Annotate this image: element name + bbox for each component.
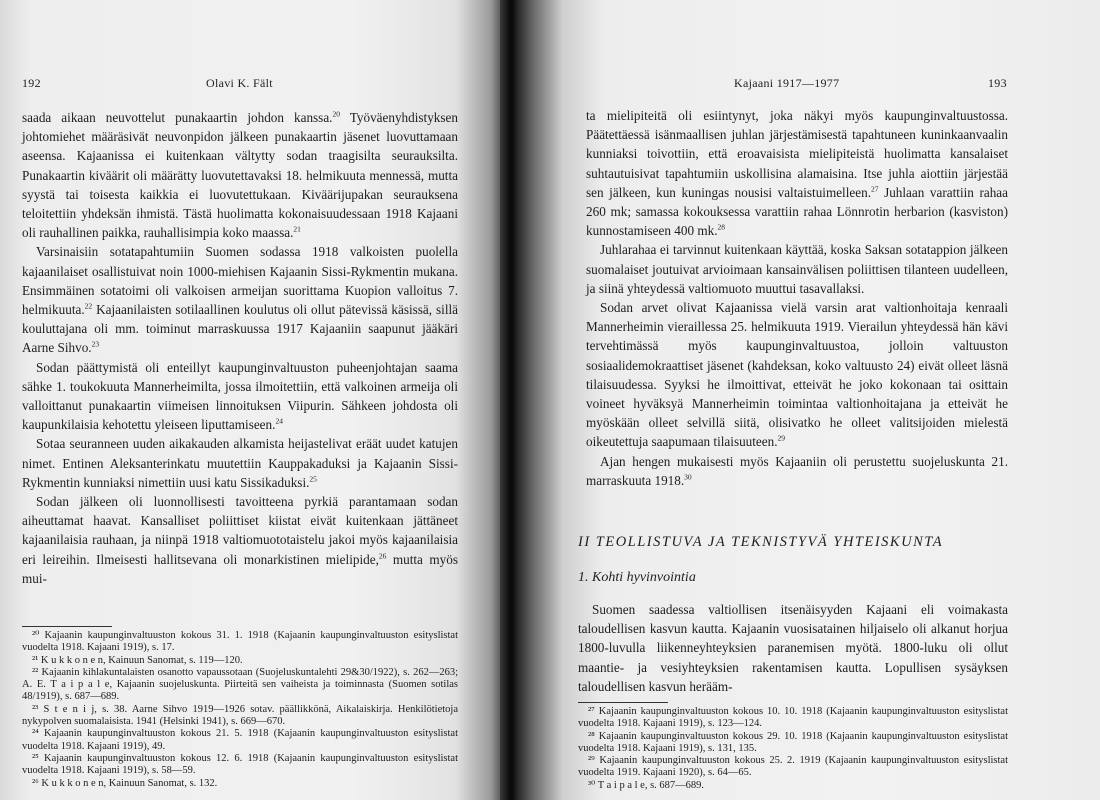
paragraph: saada aikaan neuvottelut punakaartin johdon kanssa.$^{20}$ Työväenyhdistyksen johtomiehet määräsivät neuvonpidon jälkeen punakaartin jäsenet luovuttamaan aseensa. Kajaanissa ei kuitenkaan vältytty sodan traagisilta seurauksilta. Punakaartin kiväärit oli määrätty luovutettavaksi 18. helmikuuta mennessä, mutta syystä tai toisesta kaikkia ei luovutettukaan. Kiväärijupakan seurauksena teloitettiin yhdeksän ihmistä. Tästä huolimatta kokonaisuudessaan 1918 Kajaani oli rauhallinen paikka, rauhallisimpia koko maassa.$^{21}$: [22, 109, 458, 241]
right-page: [516, 0, 1100, 800]
footnote: ²⁶ K u k k o n e n, Kainuun Sanomat, s. 132.: [32, 777, 218, 789]
footnote-ref: 23: [91, 340, 100, 350]
footnote: ²³ S t e n i j, s. 38. Aarne Sihvo 1919—1926 sotav. päällikkönä, Aikalaiskirja. Henkilötietoja nykypolven suomalaisista. 1941 (Helsinki 1941), s. 669—670.: [22, 703, 458, 728]
footnote: ²⁸ Kajaanin kaupunginvaltuuston kokous 29. 10. 1918 (Kajaanin kaupunginvaltuuston esityslistat vuodelta 1918. Kajaani 1919), s. 131, 135.: [578, 730, 1008, 754]
page-number-right: 193: [988, 76, 1007, 90]
footnote-ref: 27: [871, 184, 879, 194]
footnote: ²⁰ Kajaanin kaupunginvaltuuston kokous 31. 1. 1918 (Kajaanin kaupunginvaltuuston esityslistat vuodelta 1918. Kajaani 1919), s. 17.: [22, 630, 458, 654]
footnote: ²⁵ Kajaanin kaupunginvaltuuston kokous 12. 6. 1918 (Kajaanin kaupunginvaltuuston esityslistat vuodelta 1918. Kajaani 1919), s. 58—59.: [22, 752, 458, 777]
footnote-rule: [578, 702, 668, 703]
paragraph: Suomen saadessa valtiollisen itsenäisyyden Kajaani eli voimakasta taloudellisen kasvun kautta. Kajaanin vuosisatainen hiljaiselo oli alkanut horjua 1800-luvulla liikenneyhteyksien paranemisen myötä. 1800-luku oli ollut maantie- ja vesiyhteyksien rakentamisen kautta. Lopullisen sysäyksen taloudellisen kasvun herääm-: [578, 602, 1008, 694]
paragraph: Sodan arvet olivat Kajaanissa vielä varsin arat valtionhoitaja kenraali Mannerheimin vieraillessa 25. helmikuuta 1919. Vierailun yhteydessä hän kävi tervehtimässä myös kaupunginvaltuustoa, jolloin valtuuston sosiaalidemokraattiset jäsenet (kahdeksan, koko valtuusto 24) eivät olleet läsnä tilaisuudessa. Syyksi he ilmoittivat, etteivät he joko kokonaan tai osittain voineet hyväksyä Mannerheimin toimintaa valtionhoitajana ja etteivät he myöskään olleet selvillä siitä, olisivatko he olleet valitsijoiden mielestä oikeutettuja saapumaan tilaisuuteen.$^{29}$: [586, 300, 1008, 450]
paragraph: Sodan jälkeen oli luonnollisesti tavoitteena pyrkiä parantamaan sodan aiheuttamat haavat. Kansalliset poliittiset kiistat eivät kuitenkaan jättäneet kajaanilaisia rauhaan, ja niinpä 1918 valtiomuototaistelu jakoi myös kajaanilaisia eri leireihin. Ilmeisesti hallitsevana oli monarkistinen mielipide,$^{26}$ mutta myös mui-: [22, 494, 458, 586]
left-body-text: [22, 108, 458, 588]
paragraph: ta mielipiteitä oli esiintynyt, joka näkyi myös kaupunginvaltuustossa. Päätettäessä isänmaallisen juhlan järjestämisestä tapahtuneen kuninkaanvaalin kunniaksi toivottiin, että eroavaisista mielipiteistä huolimatta kansalaiset suhtautuisivat tapahtumiin uskollisina alamaisina. Itse juhla aiottiin järjestää sen jälkeen, kun kuningas nousisi valtaistuimelleen.$^{27}$ Juhlaan varattiin rahaa 260 mk; samassa kokouksessa varattiin rahaa Lönnrotin herbarion (kasviston) kunnostamiseen 400 mk.$^{28}$: [586, 108, 1008, 239]
paragraph: Juhlarahaa ei tarvinnut kuitenkaan käyttää, koska Saksan sotatappion jälkeen suomalaiset joutuivat arvioimaan kansainvälisen poliittisen tilanteen uudelleen, ja siinä yhteydessä valtiomuoto muuttui tasavallaksi.: [586, 242, 1008, 296]
right-body-text: [586, 106, 1008, 490]
footnote-rule: [22, 626, 112, 627]
footnote-ref: 22: [84, 301, 93, 311]
running-head-left: Olavi K. Fält: [206, 76, 273, 90]
footnote-ref: 29: [777, 434, 786, 444]
right-footnotes: [578, 706, 1008, 792]
section-heading: II TEOLLISTUVA JA TEKNISTYVÄ YHTEISKUNTA: [578, 534, 944, 550]
footnote-ref: 28: [717, 222, 725, 232]
footnote-ref: 21: [293, 224, 301, 234]
footnote: ³⁰ T a i p a l e, s. 687—689.: [588, 779, 705, 791]
footnote-ref: 25: [309, 474, 317, 484]
page-number-left: 192: [22, 76, 41, 90]
footnote-ref: 30: [684, 472, 692, 482]
footnote: ²² Kajaanin kihlakuntalaisten osanotto vapaussotaan (Suojeluskuntalehti 29&30/1922), s. 262—263; A. E. T a i p a l e, Kajaanin suojeluskunta. Piirteitä sen vaiheista ja toiminnasta (Suomen sotilas 48/1919), s. 687—689.: [22, 666, 458, 703]
footnote: ²⁴ Kajaanin kaupunginvaltuuston kokous 21. 5. 1918 (Kajaanin kaupunginvaltuuston esityslistat vuodelta 1918. Kajaani 1919), 49.: [22, 728, 458, 752]
footnote-ref: 20: [332, 109, 340, 119]
footnote-ref: 26: [378, 551, 387, 561]
paragraph: Sotaa seuranneen uuden aikakauden alkamista heijastelivat eräät uudet katujen nimet. Entinen Aleksanterinkatu muutettiin Kauppakaduksi ja Kajaanin Sissi-Rykmentin kunniaksi nimettiin uusi katu Sissikaduksi.$^{25}$: [22, 436, 458, 490]
right-body-text-lower: [578, 600, 1008, 696]
paragraph: Varsinaisiin sotatapahtumiin Suomen sodassa 1918 valkoisten puolella kajaanilaiset osallistuivat noin 1000-miehisen Kajaanin Sissi-Rykmentin mukana. Ensimmäinen sotatoimi oli valkoisen armeijan suorittama Kuopion valloitus 7. helmikuuta.$^{22}$ Kajaanilaisten sotilaallinen koulutus oli ollut pätevissä käsissä, sillä kouluttajana oli mm. toiminut marraskuussa 1917 Kajaaniin saapunut jääkäri Aarne Sihvo.$^{23}$: [22, 244, 458, 356]
footnote: ²⁷ Kajaanin kaupunginvaltuuston kokous 10. 10. 1918 (Kajaanin kaupunginvaltuuston esityslistat vuodelta 1918. Kajaani 1919), s. 123—124.: [578, 706, 1008, 730]
footnote: ²¹ K u k k o n e n, Kainuun Sanomat, s. 119—120.: [32, 654, 243, 666]
left-page: [0, 0, 506, 800]
footnote: ²⁹ Kajaanin kaupunginvaltuuston kokous 25. 2. 1919 (Kajaanin kaupunginvaltuuston esityslistat vuodelta 1919. Kajaani 1920), s. 64—65.: [578, 755, 1008, 779]
footnote-ref: 24: [275, 416, 283, 426]
paragraph: Ajan hengen mukaisesti myös Kajaaniin oli perustettu suojeluskunta 21. marraskuuta 1918.30: [586, 453, 1008, 488]
left-footnotes: [22, 630, 458, 790]
paragraph: Sodan päättymistä oli enteillyt kaupunginvaltuuston puheenjohtajan saama sähke 1. toukokuuta Mannerheimilta, jossa ilmoitettiin, että valkoinen armeija oli valloittanut punakaartin viimeisen linnoituksen Viipurin. Sähkeen johdosta oli kaupunkilaisia kehotettu yleiseen liputtamiseen.$^{24}$: [22, 359, 458, 433]
subsection-heading: 1. Kohti hyvinvointia: [578, 570, 696, 585]
running-head-right: Kajaani 1917—1977: [734, 76, 840, 90]
